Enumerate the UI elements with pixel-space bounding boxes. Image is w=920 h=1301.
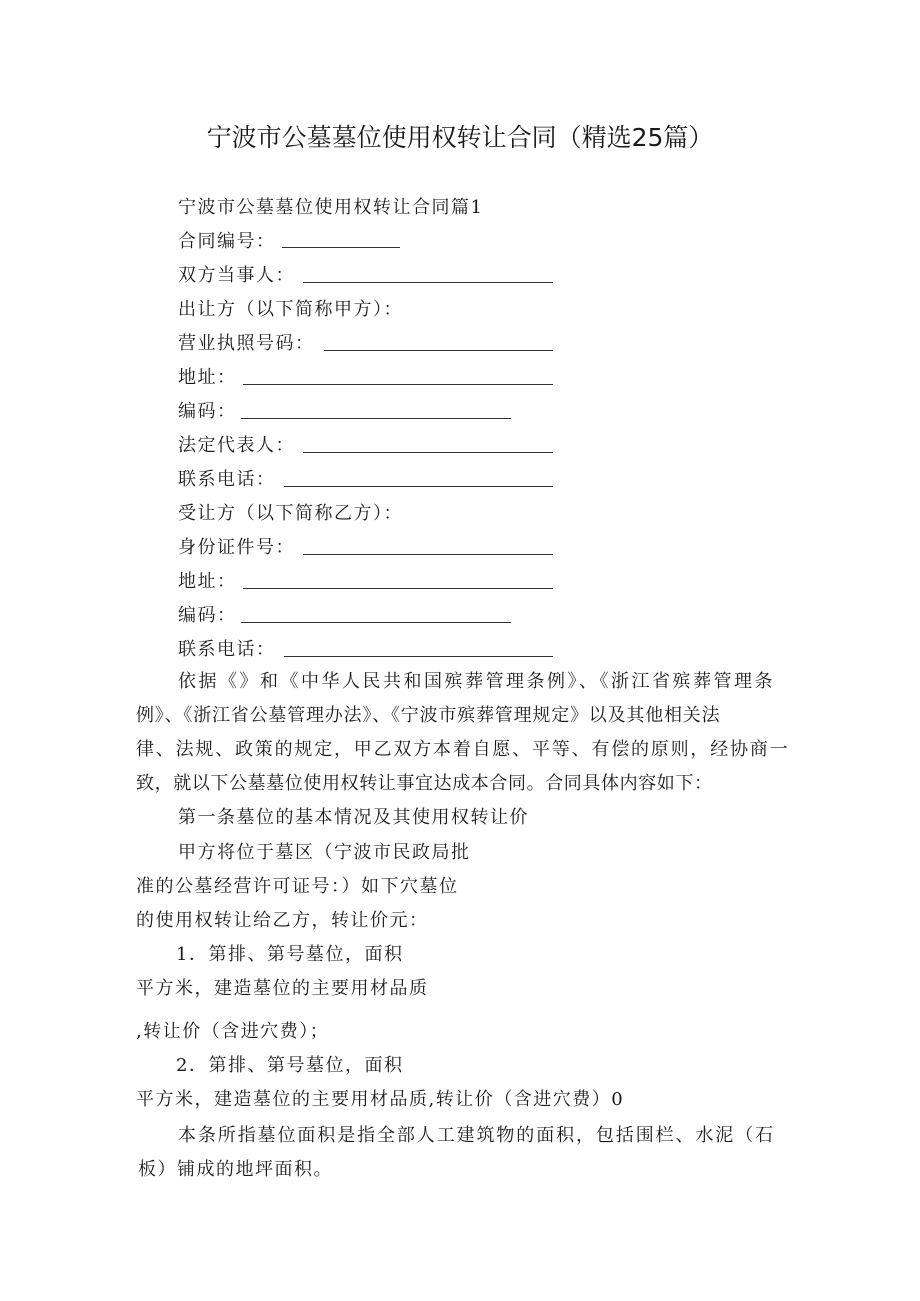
license-no-blank xyxy=(324,350,553,351)
phone-b-label: 联系电话： xyxy=(178,639,276,660)
basis-paragraph-line-2: 例》、《浙江省公墓管理办法》、《宁波市殡葬管理规定》以及其他相关法 xyxy=(136,705,721,726)
phone-b-blank xyxy=(284,656,553,657)
document-title: 宁波市公墓墓位使用权转让合同（精选25篇） xyxy=(206,123,714,152)
section-heading: 宁波市公墓墓位使用权转让合同篇1 xyxy=(178,197,484,218)
area-note-line-2: 板）铺成的地坪面积。 xyxy=(138,1159,333,1180)
license-no-label: 营业执照号码： xyxy=(178,333,315,354)
postcode-a-blank xyxy=(241,418,511,419)
basis-paragraph-line-1: 依据《》和《中华人民共和国殡葬管理条例》、《浙江省殡葬管理条 xyxy=(178,671,775,692)
item-1-line-2: 平方米，建造墓位的主要用材品质 xyxy=(136,978,429,999)
postcode-a-label: 编码： xyxy=(178,401,237,422)
phone-a-label: 联系电话： xyxy=(178,469,276,490)
article-1-line-3: 的使用权转让给乙方，转让价元： xyxy=(136,910,429,931)
article-1-line-1: 甲方将位于墓区（宁波市民政局批 xyxy=(178,842,471,863)
legal-rep-blank xyxy=(303,452,553,453)
item-2-line-1: 2．第排、第号墓位，面积 xyxy=(176,1055,404,1076)
item-1-line-3: ,转让价（含进穴费）； xyxy=(136,1021,330,1042)
party-b-heading: 受让方（以下简称乙方）： xyxy=(178,503,403,524)
party-a-heading: 出让方（以下简称甲方）： xyxy=(178,299,403,320)
id-no-blank xyxy=(303,554,553,555)
item-1-line-1: 1．第排、第号墓位，面积 xyxy=(176,944,404,965)
id-no-label: 身份证件号： xyxy=(178,537,295,558)
article-1-line-2: 准的公墓经营许可证号：）如下穴墓位 xyxy=(136,876,459,897)
address-a-blank xyxy=(243,384,553,385)
contract-no-blank xyxy=(282,247,400,248)
address-b-blank xyxy=(243,588,553,589)
legal-rep-label: 法定代表人： xyxy=(178,435,295,456)
address-b-label: 地址： xyxy=(178,571,237,592)
parties-blank xyxy=(303,282,553,283)
basis-paragraph-line-4: 致，就以下公墓墓位使用权转让事宜达成本合同。合同具体内容如下： xyxy=(136,773,713,794)
area-note-line-1: 本条所指墓位面积是指全部人工建筑物的面积，包括围栏、水泥（石 xyxy=(178,1125,775,1146)
postcode-b-label: 编码： xyxy=(178,605,237,626)
item-2-line-2: 平方米，建造墓位的主要用材品质,转让价（含进穴费）0 xyxy=(136,1089,625,1110)
postcode-b-blank xyxy=(241,622,511,623)
basis-paragraph-line-3: 律、法规、政策的规定，甲乙双方本着自愿、平等、有偿的原则，经协商一 xyxy=(136,739,790,760)
phone-a-blank xyxy=(284,486,553,487)
address-a-label: 地址： xyxy=(178,367,237,388)
contract-no-label: 合同编号： xyxy=(178,231,276,252)
article-1-title: 第一条墓位的基本情况及其使用权转让价 xyxy=(178,807,529,828)
parties-label: 双方当事人： xyxy=(178,265,295,286)
